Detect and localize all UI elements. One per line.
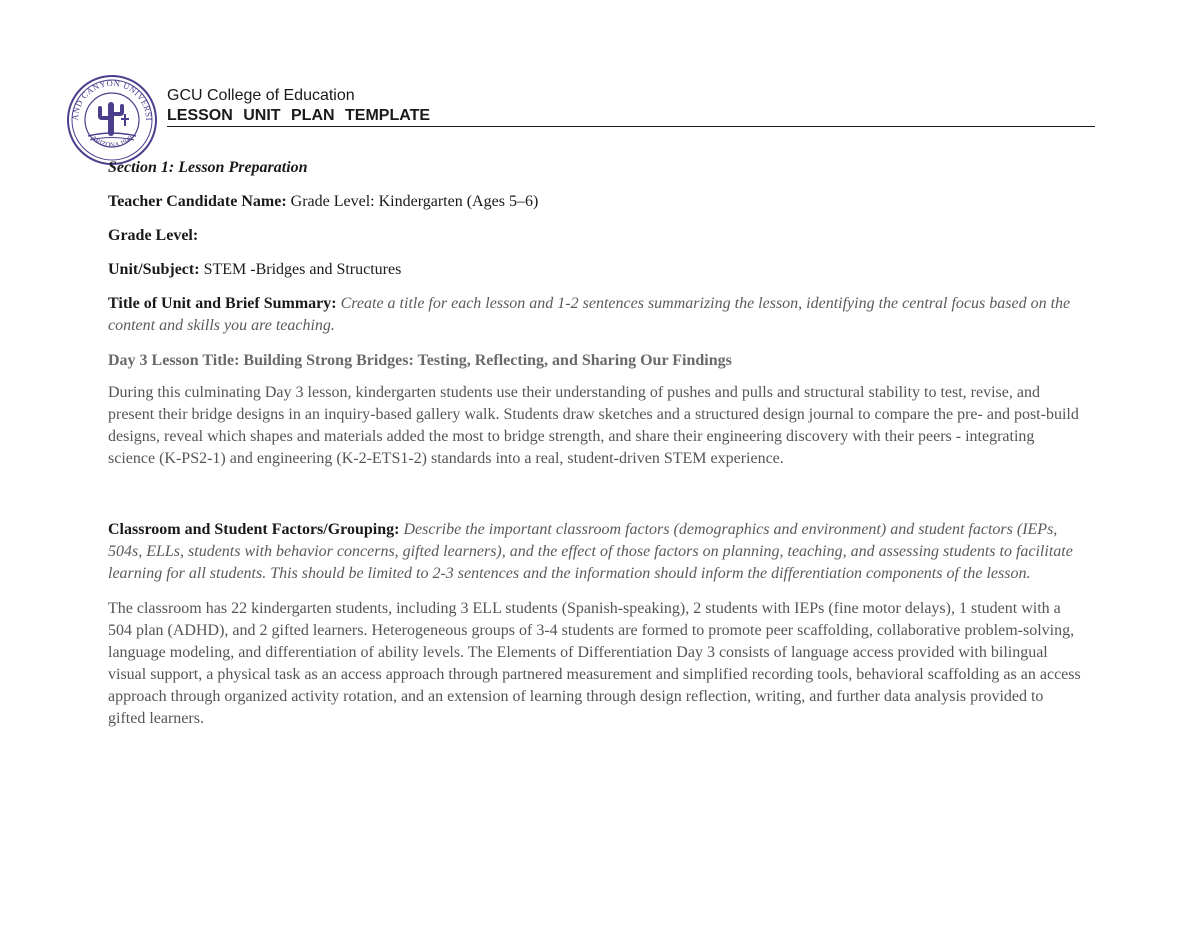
classroom-factors-response: The classroom has 22 kindergarten students, including 3 ELL students (Spanish-speaking), 2 students with IEPs (fine motor delays), 1 student with a 504 plan (ADHD), and 2 gifted learners. Heterogeneous groups of 3-4 students are formed to promote peer scaffolding, collaborative problem-solving, language modeling, and differentiation of ability levels. The Elements of Differentiation Day 3 consists of language access provided with bilingual visual support, a physical task as an access approach through partnered measurement and simplified recording tools, behavioral scaffolding as an access approach through organized activity rotation, and an extension of learning through design reflection, writing, and further data analysis provided to gifted learners. (108, 600, 1081, 727)
title-summary-prompt: Create a title for each lesson and 1-2 sentences summarizing the lesson, identifying the central focus based on the content and skills you are teaching. (108, 295, 1071, 334)
unit-subject-field (108, 259, 1083, 281)
grade-level-field (108, 225, 1083, 247)
grade-level-label: Grade Level: (108, 227, 199, 244)
classroom-factors-label: Classroom and Student Factors/Grouping: (108, 521, 400, 538)
lesson-title: Day 3 Lesson Title: Building Strong Bridges: Testing, Reflecting, and Sharing Our Findings (108, 352, 732, 369)
classroom-factors-field (108, 519, 1083, 585)
classroom-factors-prompt-line1: Describe the important classroom factors (demographics and environment) and student factors (IEPs, (399, 521, 1058, 538)
teacher-candidate-field (108, 191, 1083, 213)
college-name: GCU College of Education (167, 87, 355, 104)
title-summary-field (108, 293, 1083, 337)
template-title: LESSON UNIT PLAN TEMPLATE (167, 106, 1095, 127)
lesson-summary: During this culminating Day 3 lesson, kindergarten students use their understanding of pushes and pulls and structural stability to test, revise, and present their bridge designs in an inquiry-based gallery walk. Students draw sketches and a structured design journal to compare the pre- and post-build designs, reveal which shapes and materials added the most to bridge strength, and share their engineering discovery with their peers - integrating science (K-PS2-1) and engineering (K-2-ETS1-2) standards into a real, student-driven STEM experience. (108, 384, 1079, 467)
title-summary-label: Title of Unit and Brief Summary: (108, 295, 337, 312)
lesson-plan-body (108, 157, 1083, 730)
classroom-factors-prompt-line2: 504s, ELLs, students with behavior concerns, gifted learners), and the effect of those factors on planning, teaching, and assessing students to facilitate learning for all students. This should be limited to 2-3 sentences and the information should inform the differentiation components of the lesson. (108, 543, 1073, 582)
teacher-candidate-label: Teacher Candidate Name: (108, 193, 287, 210)
university-seal-icon (66, 74, 158, 166)
section-heading: Section 1: Lesson Preparation (108, 159, 308, 176)
unit-subject-label: Unit/Subject: (108, 261, 200, 278)
seal-bottom-text: ARIZONA 1949 (89, 133, 135, 150)
seal-outer-text: AND CANYON UNIVERSI (69, 77, 155, 122)
document-header (167, 86, 1095, 127)
unit-subject-value: STEM -Bridges and Structures (199, 261, 402, 278)
teacher-candidate-value: Grade Level: Kindergarten (Ages 5–6) (286, 193, 539, 210)
